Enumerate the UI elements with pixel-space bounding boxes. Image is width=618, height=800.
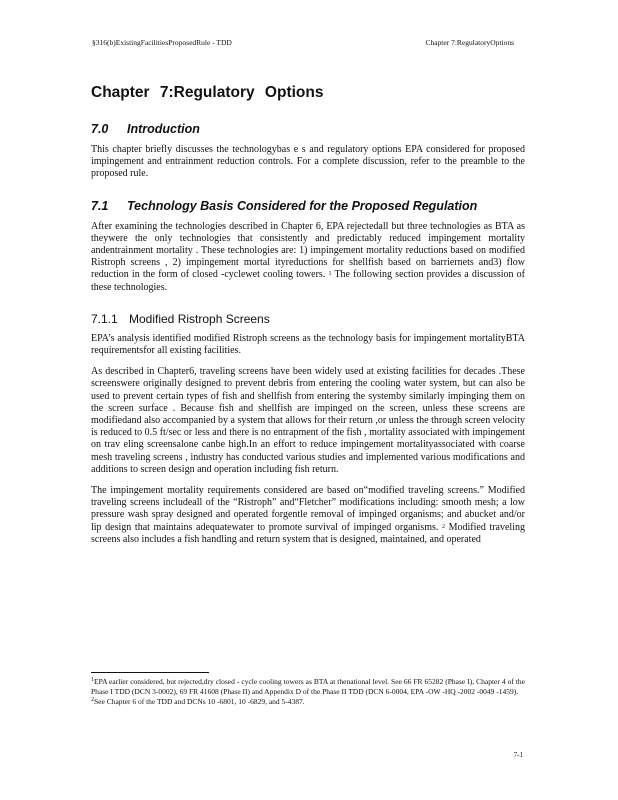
section-number: 7.1.1 xyxy=(91,311,118,326)
paragraph-text: The impingement mortality requirements considered are based on“modified traveling screens.” Modified traveling screens includeall of the “Ristroph” and“Fletcher” modifications including: smooth mesh; a low pressure wash spray designed and operated forgentle removal of impinged organisms; and abucket and/or lip design that maintains adequatewater to promote survival of impinged organisms. xyxy=(91,485,525,533)
page-number: 7-1 xyxy=(513,751,523,759)
running-header-left: §316(b)ExistingFacilitiesProposedRule - TDD xyxy=(92,38,232,47)
chapter-title: Chapter 7:Regulatory Options xyxy=(91,84,324,101)
page-body xyxy=(91,84,525,555)
paragraph-traveling-screens: As described in Chapter6, traveling screens have been widely used at existing facilities for decades .These screenswere originally designed to prevent debris from entering the cooling water system, but can also be used to prevent certain types of fish and shellfish from entering the systemby similarly impinging them on the screen surface . Because fish and shellfish are impinged on the screen, unless these screens are modifiedand also accompanied by a system that allows for their return ,or unless the through screen velocity is reduced to 0.5 ft/sec or less and there is no entrapment of the fish , mortality associated with impingement on trav eling screensalone canbe high.In an effort to reduce impingement mortalityassociated with coarse mesh traveling screens , industry has conducted various studies and implemented various modifications and additions to screen design and operation including fish return. xyxy=(91,366,525,475)
section-title: Technology Basis Considered for the Proposed Regulation xyxy=(127,198,478,213)
footnote-ref-2[interactable]: 2 xyxy=(441,523,445,530)
section-number: 7.1 xyxy=(91,198,109,213)
footnote-mark: 2 xyxy=(91,696,94,703)
footnote-divider xyxy=(91,672,209,673)
footnote-text: See Chapter 6 of the TDD and DCNs 10 -6801, 10 -6829, and 5-4387. xyxy=(94,696,305,706)
section-number: 7.0 xyxy=(91,122,109,136)
paragraph-introduction: This chapter briefly discusses the technologybas e s and regulatory options EPA considered for proposed impingement and entrainment reduction controls. For a complete discussion, refer to the preamble to the proposed rule. xyxy=(91,144,525,180)
footnote-text: EPA earlier considered, but rejected,dry closed - cycle cooling towers as BTA at thenational level. See 66 FR 65282 (Phase I), Chapter 4 of the Phase I TDD (DCN 3-0002), 69 FR 41608 (Phase II) and Appendix D of the Phase II TDD (DCN 6-0004, EPA -OW -HQ -2002 -0049 -1459). xyxy=(91,677,525,696)
paragraph-impingement-requirements xyxy=(91,485,525,546)
section-heading-7-1 xyxy=(91,199,525,213)
footnote-1 xyxy=(91,677,525,697)
running-header-right: Chapter 7:RegulatoryOptions xyxy=(425,38,514,47)
paragraph-epa-analysis: EPA’s analysis identified modified Ristroph screens as the technology basis for impingement mortalityBTA requirementsfor all existing facilities. xyxy=(91,332,525,357)
section-title: Modified Ristroph Screens xyxy=(129,311,270,326)
footnotes xyxy=(91,677,525,706)
footnote-2 xyxy=(91,697,525,707)
section-heading-7-0 xyxy=(91,122,525,136)
section-title: Introduction xyxy=(127,122,200,136)
paragraph-technology-basis xyxy=(91,221,525,294)
footnote-ref-1[interactable]: 1 xyxy=(328,271,332,278)
paragraph-text: Modified traveling screens also includes a fish handling and return system that is designed, maintained, and operated xyxy=(91,521,525,545)
footnote-mark: 1 xyxy=(91,677,94,683)
section-heading-7-1-1 xyxy=(91,312,525,326)
paragraph-text: After examining the technologies described in Chapter 6, EPA rejectedall but three technologies as BTA as theywere the only technologies that consistently and predictably reduced impingement mortality andentrainment mortality . These technologies are: 1) impingement mortality reductions based on modified Ristroph screens , 2) impingement mortal ityreductions for shellfish based on barriernets and3) flow reduction in the form of closed -cyclewet cooling towers. xyxy=(91,220,525,281)
paragraph-text: The following section provides a discussion of these technologies. xyxy=(91,269,525,293)
